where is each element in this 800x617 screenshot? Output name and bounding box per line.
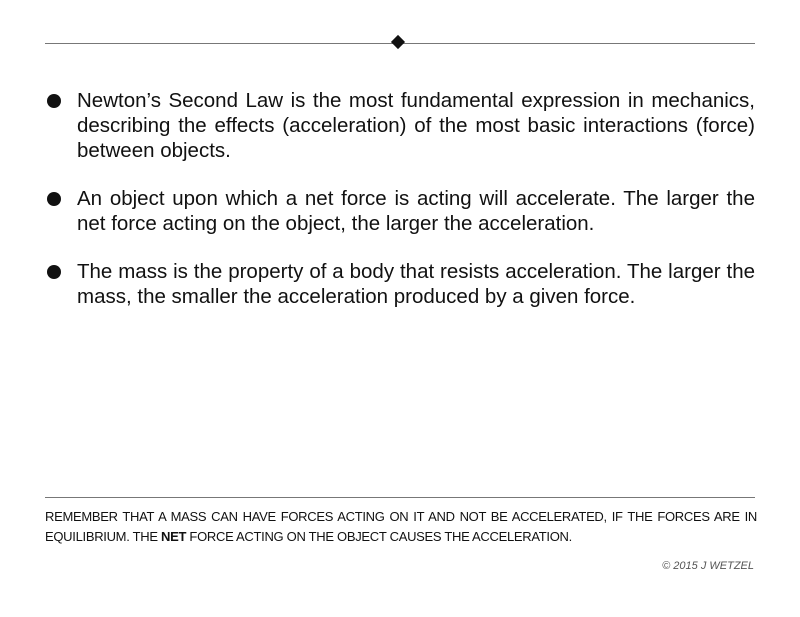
bullet-text: An object upon which a net force is acting will accelerate. The larger the net force acting on the object, the larger the acceleration. bbox=[77, 187, 755, 235]
bullet-dot-icon bbox=[47, 94, 61, 108]
footnote-bold-net: NET bbox=[161, 529, 187, 544]
footnote-text-1: REMEMBER THAT A MASS CAN HAVE FORCES ACTING ON IT AND NOT BE ACCELERATED, IF THE FORCES ARE IN EQUILIBRIUM. THE bbox=[45, 509, 757, 544]
diamond-ornament-icon bbox=[391, 35, 405, 49]
bullet-item bbox=[45, 259, 755, 309]
bullet-list bbox=[45, 88, 755, 332]
footnote bbox=[45, 507, 757, 547]
bullet-item bbox=[45, 186, 755, 236]
bullet-text: Newton’s Second Law is the most fundamental expression in mechanics, describing the effects (acceleration) of the most basic interactions (force) between objects. bbox=[77, 89, 755, 162]
bullet-text: The mass is the property of a body that resists acceleration. The larger the mass, the smaller the acceleration produced by a given force. bbox=[77, 260, 755, 308]
bullet-dot-icon bbox=[47, 265, 61, 279]
bullet-item bbox=[45, 88, 755, 163]
copyright: © 2015 J WETZEL bbox=[662, 560, 754, 572]
bottom-divider bbox=[45, 497, 755, 498]
bullet-dot-icon bbox=[47, 192, 61, 206]
footnote-text-2: FORCE ACTING ON THE OBJECT CAUSES THE ACCELERATION. bbox=[186, 529, 572, 544]
